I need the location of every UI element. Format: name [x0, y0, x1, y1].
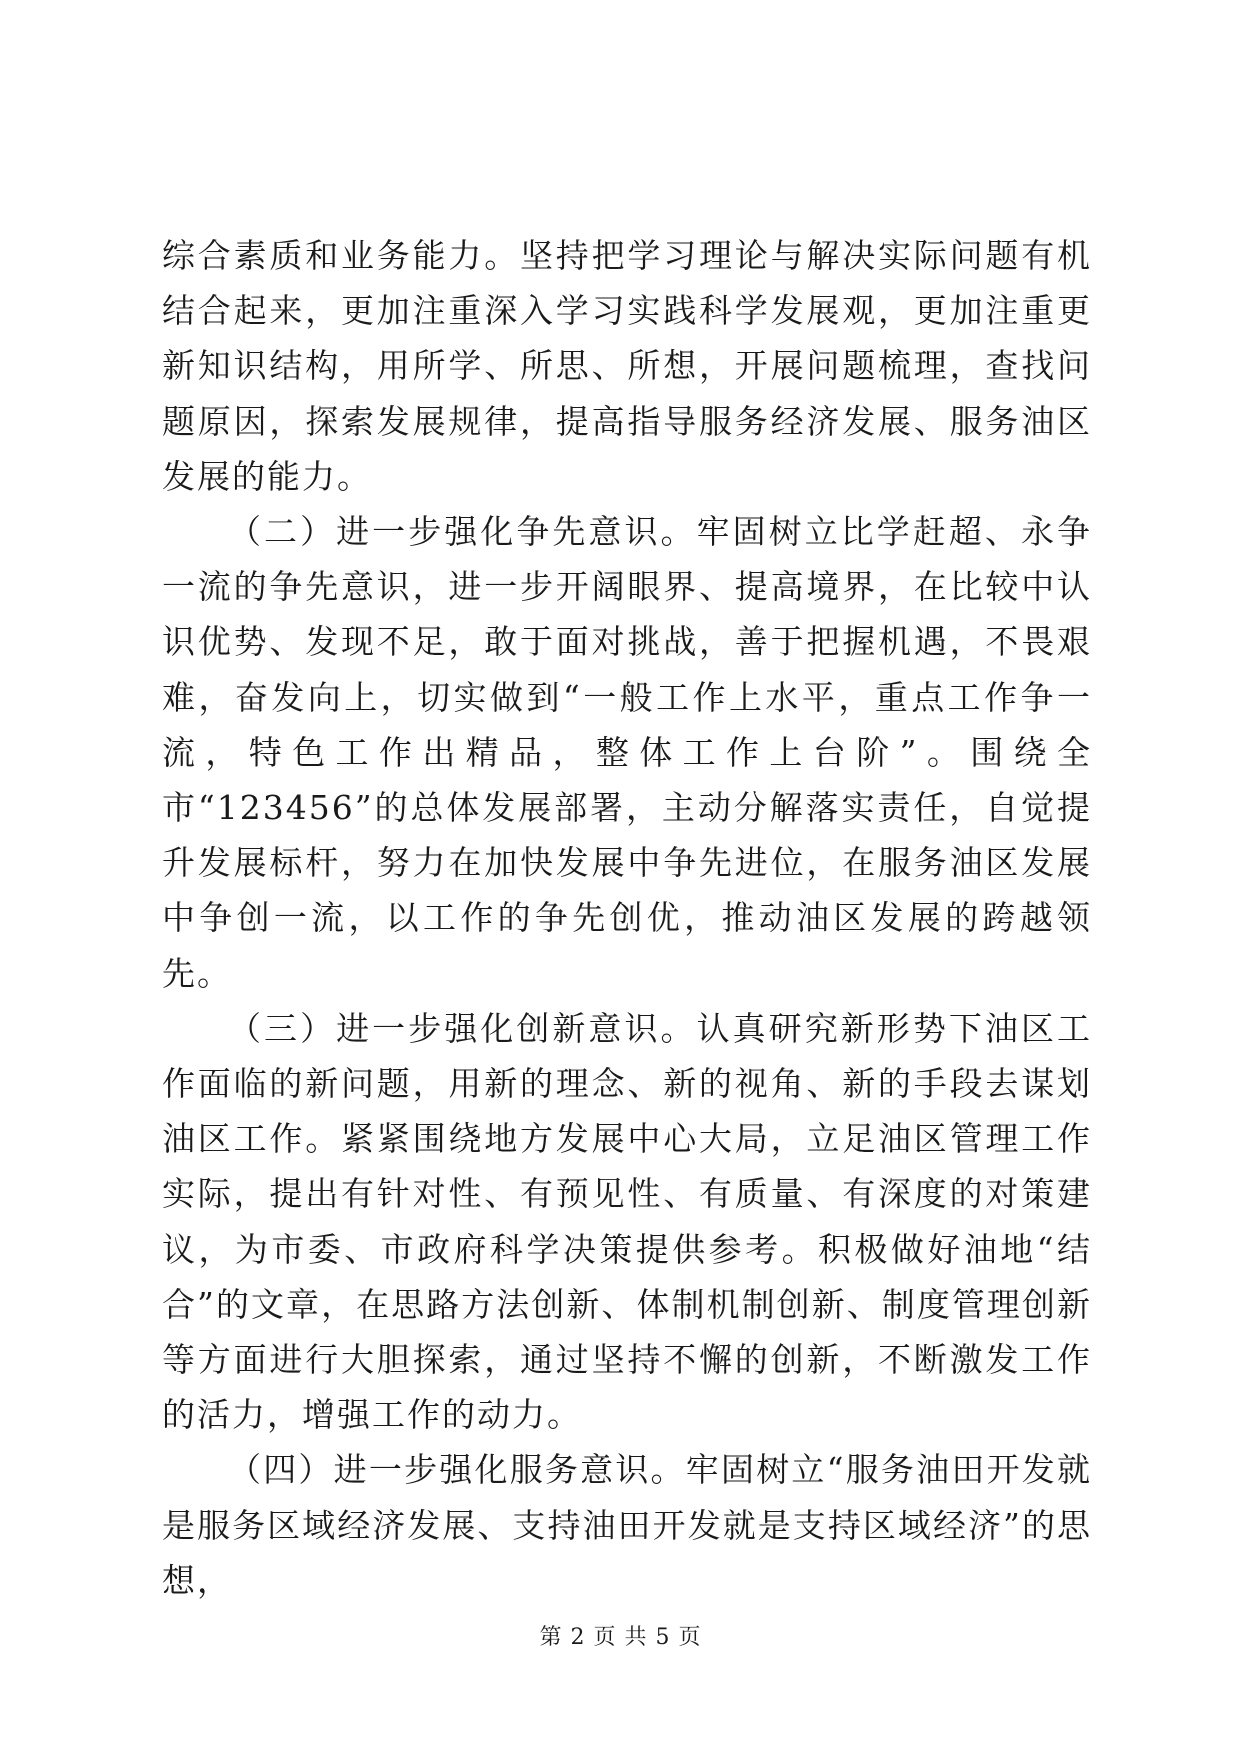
paragraph-3: （三）进一步强化创新意识。认真研究新形势下油区工作面临的新问题，用新的理念、新的视角、新的手段去谋划油区工作。紧紧围绕地方发展中心大局，立足油区管理工作实际，提出有针对性、有预见性、有质量、有深度的对策建议，为市委、市政府科学决策提供参考。积极做好油地“结合”的文章，在思路方法创新、体制机制创新、制度管理创新等方面进行大胆探索，通过坚持不懈的创新，不断激发工作的活力，增强工作的动力。	[162, 1008, 1092, 1435]
paragraph-4: （四）进一步强化服务意识。牢固树立“服务油田开发就是服务区域经济发展、支持油田开发就是支持区域经济”的思想，	[162, 1450, 1092, 1600]
page-number-footer: 第 2 页 共 5 页	[539, 1625, 702, 1650]
paragraph-2: （二）进一步强化争先意识。牢固树立比学赶超、永争一流的争先意识，进一步开阔眼界、提高境界，在比较中认识优势、发现不足，敢于面对挑战，善于把握机遇，不畏艰难，奋发向上，切实做到“一般工作上水平，重点工作争一流，特色工作出精品，整体工作上台阶”。围绕全市“123456”的总体发展部署，主动分解落实责任，自觉提升发展标杆，努力在加快发展中争先进位，在服务油区发展中争创一流，以工作的争先创优，推动油区发展的跨越领先。	[162, 512, 1092, 993]
document-body	[162, 228, 1092, 1608]
paragraph-1: 综合素质和业务能力。坚持把学习理论与解决实际问题有机结合起来，更加注重深入学习实践科学发展观，更加注重更新知识结构，用所学、所思、所想，开展问题梳理，查找问题原因，探索发展规律，提高指导服务经济发展、服务油区发展的能力。	[162, 236, 1092, 496]
